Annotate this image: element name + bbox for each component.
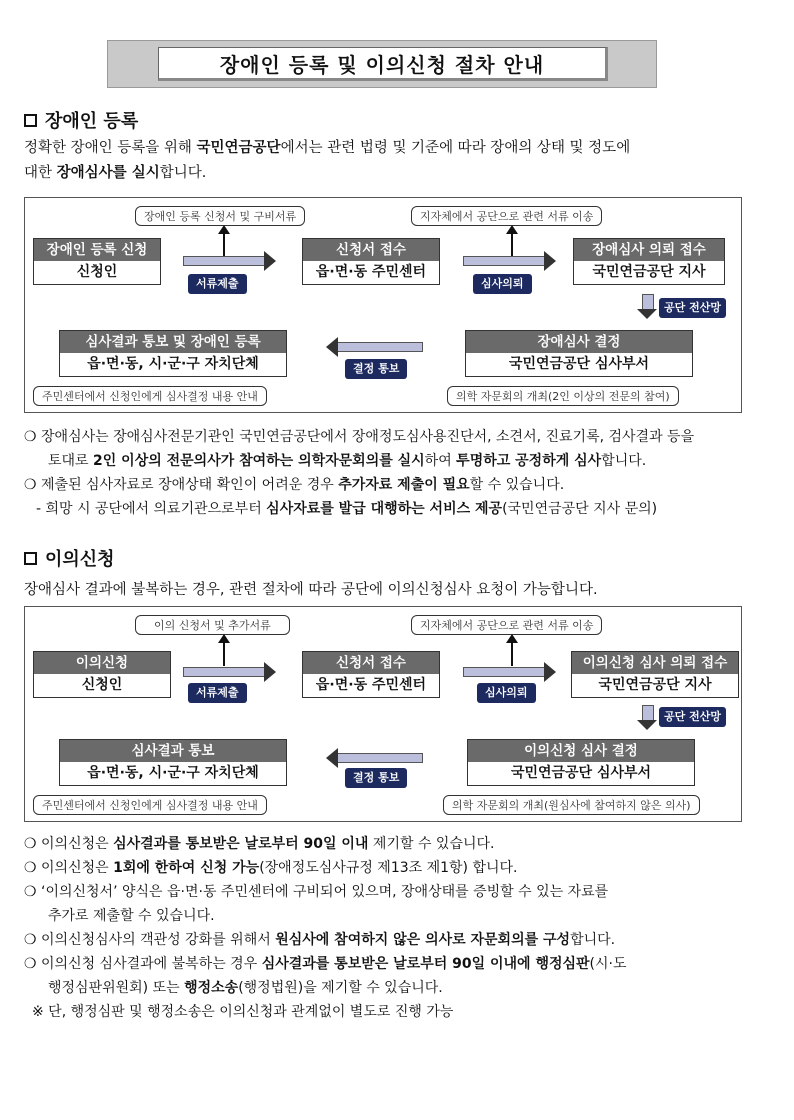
circle-bullet-icon: ❍ (24, 429, 37, 445)
text: 합니다. (159, 165, 207, 181)
note-bottom-left: 주민센터에서 신청인에게 심사결정 내용 안내 (33, 795, 267, 815)
square-bullet-icon (24, 552, 37, 565)
circle-bullet-icon: ❍ (24, 884, 37, 900)
left-arrow-icon (337, 342, 423, 352)
right-arrow-icon (183, 256, 265, 266)
bold-text: 추가자료 제출이 필요 (338, 477, 470, 493)
bullet-line (24, 425, 784, 449)
section-heading-text: 이의신청 (45, 549, 115, 570)
objection-flow (24, 606, 742, 822)
note-top-left: 이의 신청서 및 추가서류 (135, 615, 290, 635)
text: 할 수 있습니다. (469, 477, 565, 493)
section-heading-objection (24, 545, 115, 571)
bold-text: 심사결과를 통보받은 날로부터 90일 이내에 행정심판 (261, 956, 590, 972)
up-arrow-icon (511, 642, 513, 666)
circle-bullet-icon: ❍ (24, 932, 37, 948)
text: (국민연금공단 지사 문의) (502, 501, 658, 517)
bold-text: 2인 이상의 전문의사가 참여하는 의학자문회의를 실시 (93, 453, 425, 469)
bullet-line (24, 497, 784, 521)
up-arrow-icon (223, 642, 225, 666)
text: 장애심사 결과에 불복하는 경우, 관련 절차에 따라 공단에 이의신청심사 요청이 가능합니다. (24, 582, 598, 598)
tag-network: 공단 전산망 (659, 707, 726, 727)
text: ‘이의신청서’ 양식은 읍·면·동 주민센터에 구비되어 있으며, 장애상태를 증빙할 수 있는 자료를 (41, 884, 609, 900)
left-arrow-icon (337, 753, 423, 763)
text: 에서는 관련 법령 및 기준에 따라 장애의 상태 및 정도에 (280, 140, 631, 156)
objection-bullets (24, 832, 784, 1024)
node-decision: 장애심사 결정 국민연금공단 심사부서 (465, 330, 693, 377)
tag-submit: 서류제출 (188, 683, 247, 703)
bold-text: 심사결과를 통보받은 날로부터 90일 이내 (113, 836, 369, 852)
text: 이의신청은 (41, 836, 114, 852)
square-bullet-icon (24, 114, 37, 127)
bold-text: 국민연금공단 (196, 140, 281, 156)
text: (행정법원)을 제기할 수 있습니다. (238, 980, 443, 996)
note-top-left: 장애인 등록 신청서 및 구비서류 (135, 206, 305, 226)
intro-line-2 (24, 161, 774, 186)
down-arrow-icon (642, 705, 654, 721)
circle-bullet-icon: ❍ (24, 860, 37, 876)
intro-paragraph (24, 136, 774, 186)
note-bottom-right: 의학 자문회의 개최(원심사에 참여하지 않은 의사) (443, 795, 700, 815)
node-result: 심사결과 통보 및 장애인 등록 읍·면·동, 시·군·구 자치단체 (59, 330, 287, 377)
tag-request: 심사의뢰 (477, 683, 536, 703)
bullet-line (24, 473, 784, 497)
circle-bullet-icon: ❍ (24, 836, 37, 852)
bullet-line (24, 832, 784, 856)
text: - 희망 시 공단에서 의료기관으로부터 (36, 501, 267, 517)
bold-text: 행정소송 (184, 980, 239, 996)
tag-network: 공단 전산망 (659, 298, 726, 318)
text: 제출된 심사자료로 장애상태 확인이 어려운 경우 (41, 477, 339, 493)
node-decision: 이의신청 심사 결정 국민연금공단 심사부서 (467, 739, 695, 786)
tag-submit: 서류제출 (188, 274, 247, 294)
right-arrow-icon (183, 667, 265, 677)
node-result: 심사결과 통보 읍·면·동, 시·군·구 자치단체 (59, 739, 287, 786)
section-heading-registration (24, 107, 138, 133)
bold-text: 원심사에 참여하지 않은 의사로 자문회의를 구성 (275, 932, 571, 948)
note-bottom-left: 주민센터에서 신청인에게 심사결정 내용 안내 (33, 386, 267, 406)
bold-text: 장애심사를 실시 (56, 165, 160, 181)
node-apply: 이의신청 신청인 (33, 651, 171, 698)
intro-line-1 (24, 136, 774, 161)
footnote: ※ 단, 행정심판 및 행정소송은 이의신청과 관계없이 별도로 진행 가능 (32, 1004, 454, 1020)
note-bottom-right: 의학 자문회의 개최(2인 이상의 전문의 참여) (447, 386, 679, 406)
bold-text: 심사자료를 발급 대행하는 서비스 제공 (266, 501, 503, 517)
tag-notify: 결정 통보 (345, 768, 407, 788)
right-arrow-icon (463, 256, 545, 266)
text: 이의신청심사의 객관성 강화를 위해서 (41, 932, 276, 948)
circle-bullet-icon: ❍ (24, 956, 37, 972)
node-apply: 장애인 등록 신청 신청인 (33, 238, 161, 285)
text: 행정심판위원회) 또는 (48, 980, 185, 996)
right-arrow-icon (463, 667, 545, 677)
bullet-line (24, 449, 784, 473)
tag-notify: 결정 통보 (345, 359, 407, 379)
up-arrow-icon (223, 233, 225, 257)
text: 장애심사는 장애심사전문기관인 국민연금공단에서 장애정도심사용진단서, 소견서, 진료기록, 검사결과 등을 (41, 429, 695, 445)
objection-intro (24, 578, 774, 603)
text: 추가로 제출할 수 있습니다. (48, 908, 215, 924)
registration-flow (24, 197, 742, 413)
text: 합니다. (570, 932, 616, 948)
down-arrow-icon (642, 294, 654, 310)
title-banner (107, 40, 657, 88)
text: (시·도 (589, 956, 627, 972)
bold-text: 1회에 한하여 신청 가능 (113, 860, 260, 876)
up-arrow-icon (511, 233, 513, 257)
bullet-line (24, 856, 784, 880)
bullet-line (24, 904, 784, 928)
page-title: 장애인 등록 및 이의신청 절차 안내 (158, 47, 608, 81)
bullet-line (24, 928, 784, 952)
node-request-receive: 장애심사 의뢰 접수 국민연금공단 지사 (573, 238, 725, 285)
section-heading-text: 장애인 등록 (45, 111, 139, 132)
text: 합니다. (601, 453, 647, 469)
circle-bullet-icon: ❍ (24, 477, 37, 493)
bullet-line (24, 880, 784, 904)
registration-bullets (24, 425, 784, 521)
text: 대한 (24, 165, 57, 181)
text: 이의신청은 (41, 860, 114, 876)
node-receive: 신청서 접수 읍·면·동 주민센터 (302, 651, 440, 698)
text: (장애정도심사규정 제13조 제1항) 합니다. (259, 860, 518, 876)
text: 정확한 장애인 등록을 위해 (24, 140, 197, 156)
bullet-line (24, 976, 784, 1000)
text: 하여 (424, 453, 457, 469)
node-request-receive: 이의신청 심사 의뢰 접수 국민연금공단 지사 (571, 651, 739, 698)
text: 제기할 수 있습니다. (368, 836, 495, 852)
bold-text: 투명하고 공정하게 심사 (456, 453, 602, 469)
text: 이의신청 심사결과에 불복하는 경우 (41, 956, 262, 972)
note-top-right: 지자체에서 공단으로 관련 서류 이송 (411, 615, 602, 635)
note-top-right: 지자체에서 공단으로 관련 서류 이송 (411, 206, 602, 226)
node-receive: 신청서 접수 읍·면·동 주민센터 (302, 238, 440, 285)
tag-request: 심사의뢰 (473, 274, 532, 294)
text: 토대로 (48, 453, 94, 469)
bullet-line (24, 952, 784, 976)
